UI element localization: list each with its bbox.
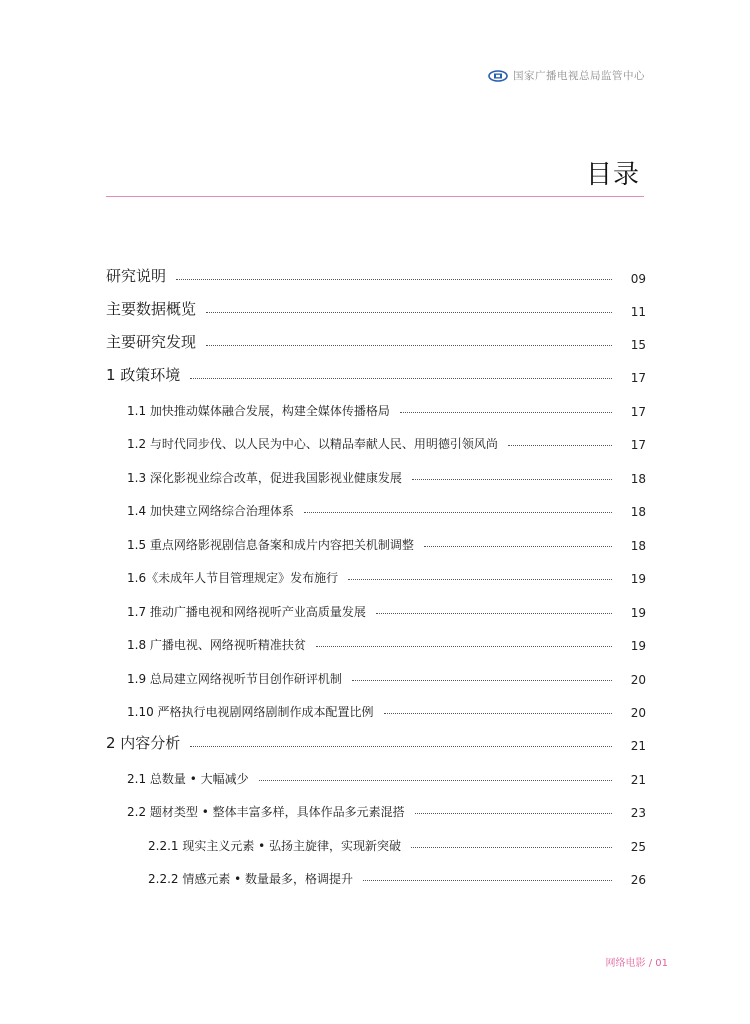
title-divider bbox=[106, 196, 644, 197]
toc-entry-page: 09 bbox=[630, 272, 646, 286]
toc-entry-page: 25 bbox=[630, 839, 646, 854]
toc-entry-label: 主要数据概览 bbox=[106, 300, 197, 318]
dot-leader bbox=[206, 345, 612, 346]
toc-entry-page: 11 bbox=[630, 305, 646, 319]
toc-entry-label: 1 政策环境 bbox=[106, 366, 181, 384]
toc-entry-page: 18 bbox=[630, 505, 646, 519]
toc-entry-page: 20 bbox=[630, 706, 646, 720]
toc-entry[interactable] bbox=[106, 586, 646, 620]
toc-entry-page: 17 bbox=[630, 371, 646, 385]
toc-entry-page: 23 bbox=[630, 806, 646, 820]
toc-entry-page: 18 bbox=[630, 538, 646, 553]
page-header bbox=[488, 68, 645, 83]
toc-entry-label: 1.5 重点网络影视剧信息备案和成片内容把关机制调整 bbox=[127, 537, 414, 552]
dot-leader bbox=[384, 713, 612, 714]
dot-leader bbox=[376, 613, 612, 614]
toc-entry-label: 1.7 推动广播电视和网络视听产业高质量发展 bbox=[127, 604, 366, 619]
toc-entry-label: 主要研究发现 bbox=[106, 333, 197, 351]
dot-leader bbox=[176, 279, 612, 280]
toc-entry-label: 1.10 严格执行电视剧网络剧制作成本配置比例 bbox=[127, 705, 374, 719]
toc-entry-label: 2.2.2 情感元素 • 数量最多，格调提升 bbox=[148, 872, 354, 886]
dot-leader bbox=[352, 680, 612, 681]
dot-leader bbox=[400, 412, 612, 413]
toc-entry-page: 26 bbox=[630, 873, 646, 887]
dot-leader bbox=[190, 378, 612, 379]
toc-entry[interactable] bbox=[106, 820, 646, 854]
dot-leader bbox=[424, 546, 612, 547]
toc-entry[interactable] bbox=[106, 519, 646, 553]
toc-entry-label: 1.8 广播电视、网络视听精准扶贫 bbox=[127, 638, 306, 652]
dot-leader bbox=[259, 780, 612, 781]
toc-entry[interactable] bbox=[106, 452, 646, 486]
toc-entry[interactable] bbox=[106, 253, 646, 286]
toc-entry-page: 17 bbox=[630, 404, 646, 419]
toc-entry-label: 2.2 题材类型 • 整体丰富多样，具体作品多元素混搭 bbox=[127, 805, 405, 819]
toc-entry[interactable] bbox=[106, 553, 646, 587]
dot-leader bbox=[412, 479, 612, 480]
org-name: 国家广播电视总局监管中心 bbox=[513, 70, 645, 82]
toc-entry[interactable] bbox=[106, 620, 646, 654]
toc-entry[interactable] bbox=[106, 385, 646, 419]
page-footer: 网络电影 / 01 bbox=[605, 958, 668, 969]
toc-entry-label: 2 内容分析 bbox=[106, 734, 181, 752]
page-title: 目录 bbox=[585, 160, 640, 190]
toc-entry[interactable] bbox=[106, 286, 646, 319]
toc-entry[interactable] bbox=[106, 653, 646, 687]
toc-entry-label: 1.9 总局建立网络视听节目创作研评机制 bbox=[127, 671, 342, 686]
dot-leader bbox=[304, 512, 612, 513]
dot-leader bbox=[415, 813, 612, 814]
toc-entry[interactable] bbox=[106, 319, 646, 352]
toc-entry-page: 21 bbox=[630, 739, 646, 753]
toc-entry[interactable] bbox=[106, 854, 646, 888]
toc-entry-label: 1.1 加快推动媒体融合发展，构建全媒体传播格局 bbox=[127, 403, 390, 418]
toc-entry-label: 2.1 总数量 • 大幅减少 bbox=[127, 771, 249, 786]
toc-entry-page: 20 bbox=[630, 672, 646, 687]
dot-leader bbox=[190, 746, 612, 747]
agency-logo-icon bbox=[488, 70, 508, 82]
toc-entry[interactable] bbox=[106, 687, 646, 721]
toc-entry-label: 1.4 加快建立网络综合治理体系 bbox=[127, 504, 294, 518]
dot-leader bbox=[348, 579, 612, 580]
toc-entry[interactable] bbox=[106, 720, 646, 753]
toc-entry[interactable] bbox=[106, 419, 646, 453]
toc-entry-page: 15 bbox=[630, 338, 646, 352]
toc-entry-label: 1.2 与时代同步伐、以人民为中心、以精品奉献人民、用明德引领风尚 bbox=[127, 437, 498, 451]
toc-entry-page: 21 bbox=[630, 772, 646, 787]
toc-entry-page: 17 bbox=[630, 438, 646, 452]
dot-leader bbox=[316, 646, 612, 647]
dot-leader bbox=[206, 312, 612, 313]
toc-entry-page: 19 bbox=[630, 639, 646, 653]
toc-entry[interactable] bbox=[106, 753, 646, 787]
toc-entry[interactable] bbox=[106, 352, 646, 385]
table-of-contents bbox=[106, 253, 646, 887]
toc-entry-label: 1.3 深化影视业综合改革，促进我国影视业健康发展 bbox=[127, 470, 402, 485]
toc-entry-page: 19 bbox=[630, 605, 646, 620]
toc-entry-page: 18 bbox=[630, 471, 646, 486]
dot-leader bbox=[411, 847, 612, 848]
dot-leader bbox=[508, 445, 612, 446]
toc-entry-label: 研究说明 bbox=[106, 267, 167, 285]
toc-entry-page: 19 bbox=[630, 572, 646, 586]
toc-entry-label: 2.2.1 现实主义元素 • 弘扬主旋律，实现新突破 bbox=[148, 838, 402, 853]
dot-leader bbox=[363, 880, 612, 881]
toc-entry-label: 1.6《未成年人节目管理规定》发布施行 bbox=[127, 571, 339, 585]
toc-entry[interactable] bbox=[106, 486, 646, 520]
toc-entry[interactable] bbox=[106, 787, 646, 821]
